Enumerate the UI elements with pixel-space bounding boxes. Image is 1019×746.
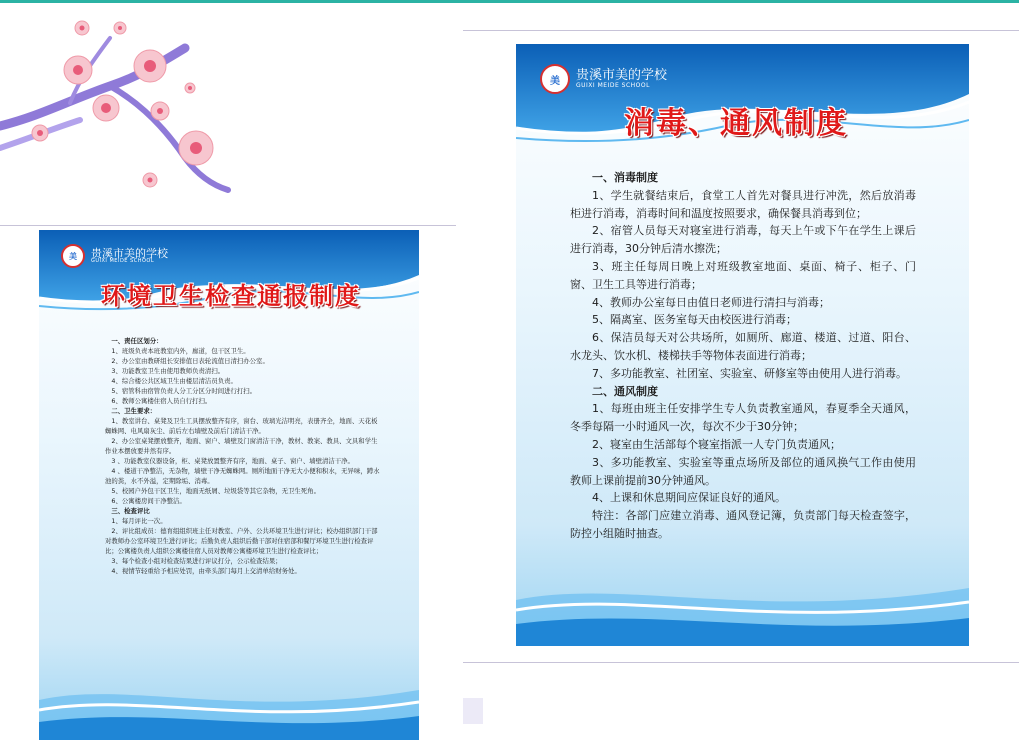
right-top-divider xyxy=(463,30,1019,31)
rule-line: 3、多功能教室、实验室等重点场所及部位的通风换气工作由使用教师上课前提前30分钟通风。 xyxy=(570,455,916,487)
disinfection-ventilation-poster xyxy=(516,44,969,646)
hygiene-inspection-poster xyxy=(39,230,419,740)
plum-blossom-illustration xyxy=(0,8,240,198)
rule-line: 2、办公室桌凳摆放整齐，地面、窗户、墙壁及门窗清洁干净，教材、教案、教具、文具和学生作业本摆放要井然有序。 xyxy=(105,437,378,455)
rule-line: 2、办公室由教研组长安排值日表轮流值日清扫办公室。 xyxy=(111,357,269,365)
footer-wave xyxy=(516,566,969,646)
rule-line: 3、班主任每周日晚上对班级教室地面、桌面、椅子、柜子、门窗、卫生工具等进行消毒； xyxy=(570,259,916,291)
rule-line: 1、每月评比一次。 xyxy=(111,517,167,525)
placeholder-square xyxy=(463,698,483,724)
rule-line: 2、评比组成员：德育组组织班主任对教室、户外、公共环境卫生进行评比；校办组织部门干部对教师办公室环境卫生进行评比；后勤负责人组织后勤干部对住宿部和餐厅环境卫生进行检查评比；公寓楼负责人组织公寓楼住宿人员对教师公寓楼环境卫生进行检查评比； xyxy=(105,527,378,555)
school-logo-block xyxy=(61,244,168,268)
rule-line: 6、保洁员每天对公共场所，如厕所、廊道、楼道、过道、阳台、水龙头、饮水机、楼梯扶手等物体表面进行消毒； xyxy=(570,331,916,362)
rule-line: 4、综合楼公共区域卫生由楼层清洁员负责。 xyxy=(111,377,237,385)
school-logo-icon: 美 xyxy=(540,64,570,94)
section-heading: 三、检查评比 xyxy=(111,507,150,515)
rule-line: 4、上课和休息期间应保证良好的通风。 xyxy=(592,491,786,505)
rule-line: 1、每班由班主任安排学生专人负责教室通风，春夏季全天通风，冬季每隔一小时通风一次，每次不少于30分钟； xyxy=(570,402,916,434)
rule-line: 1、教室讲台、桌凳及卫生工具摆放整齐有序，窗台、玻璃光洁明亮，表册齐全，地面、天花板蜘蛛网、电风扇灰尘、前后左右墙壁及前后门清洁干净。 xyxy=(105,417,378,435)
poster-title: 消毒、通风制度 xyxy=(624,106,848,141)
section-heading: 二、卫生要求： xyxy=(111,407,157,415)
footer-wave xyxy=(39,670,419,740)
section-heading: 一、消毒制度 xyxy=(592,171,658,184)
rule-line: 特注：各部门应建立消毒、通风登记簿，负责部门每天检查签字，防控小组随时抽查。 xyxy=(570,509,916,540)
school-name-cn: 贵溪市美的学校 xyxy=(91,246,168,260)
school-name-en: GUIXI MEIDE SCHOOL xyxy=(91,258,155,265)
section-heading: 一、责任区划分： xyxy=(111,337,163,345)
right-bottom-divider xyxy=(463,662,1019,663)
rule-line: 4、教师办公室每日由值日老师进行清扫与消毒； xyxy=(592,295,830,309)
school-logo-icon: 美 xyxy=(61,244,85,268)
school-name-cn: 贵溪市美的学校 xyxy=(576,68,668,84)
rule-line: 7、多功能教室、社团室、实验室、研修室等由使用人进行消毒。 xyxy=(592,366,907,380)
rule-line: 2、宿管人员每天对寝室进行消毒，每天上午或下午在学生上课后进行消毒，30分钟后清水擦洗； xyxy=(570,224,916,256)
poster-body-text xyxy=(570,169,916,543)
rule-line: 5、校园户外包干区卫生，地面无纸屑、垃圾袋等其它杂物，无卫生死角。 xyxy=(111,487,320,495)
poster-body-text xyxy=(105,336,383,576)
school-name-en: GUIXI MEIDE SCHOOL xyxy=(576,81,650,89)
rule-line: 1、班级负责本班教室内外，廊道，包干区卫生。 xyxy=(111,347,250,355)
rule-line: 3 、功能教室仪器设备，柜、桌凳放置整齐有序，地面、桌子、窗户、墙壁清洁干净。 xyxy=(111,457,354,465)
poster-title: 环境卫生检查通报制度 xyxy=(101,282,361,310)
rule-line: 6、公寓楼房间干净整洁。 xyxy=(111,497,186,505)
section-heading: 二、通风制度 xyxy=(592,384,658,398)
school-logo-block xyxy=(540,64,667,94)
rule-line: 3、每个检查小组对检查结果进行评议打分，公示检查结果； xyxy=(111,557,282,565)
rule-line: 2、寝室由生活部每个寝室指派一人专门负责通风； xyxy=(592,437,841,451)
top-accent-rule xyxy=(0,0,1019,3)
rule-line: 5、隔离室、医务室每天由校医进行消毒； xyxy=(592,313,797,327)
left-divider xyxy=(0,225,456,226)
rule-line: 4、视情节轻重给予相应处罚，由牵头部门每月上交清单给财务处。 xyxy=(111,567,301,575)
rule-line: 6、教师公寓楼住宿人员自行打扫。 xyxy=(111,397,212,405)
rule-line: 3、功能教室卫生由使用教师负责清扫。 xyxy=(111,367,225,375)
rule-line: 4 、楼道干净整洁，无杂物，墙壁干净无蜘蛛网。厕所地面干净无大小便和积水，无异味，蹲水池的粪，水不外溢，定期除垢、消毒。 xyxy=(105,467,380,485)
rule-line: 1、学生就餐结束后，食堂工人首先对餐具进行冲洗，然后放消毒柜进行消毒，消毒时间和温度按照要求，确保餐具消毒到位； xyxy=(570,188,916,220)
rule-line: 5、宿管科由宿管负责人分工分区分时间进行打扫。 xyxy=(111,387,257,395)
